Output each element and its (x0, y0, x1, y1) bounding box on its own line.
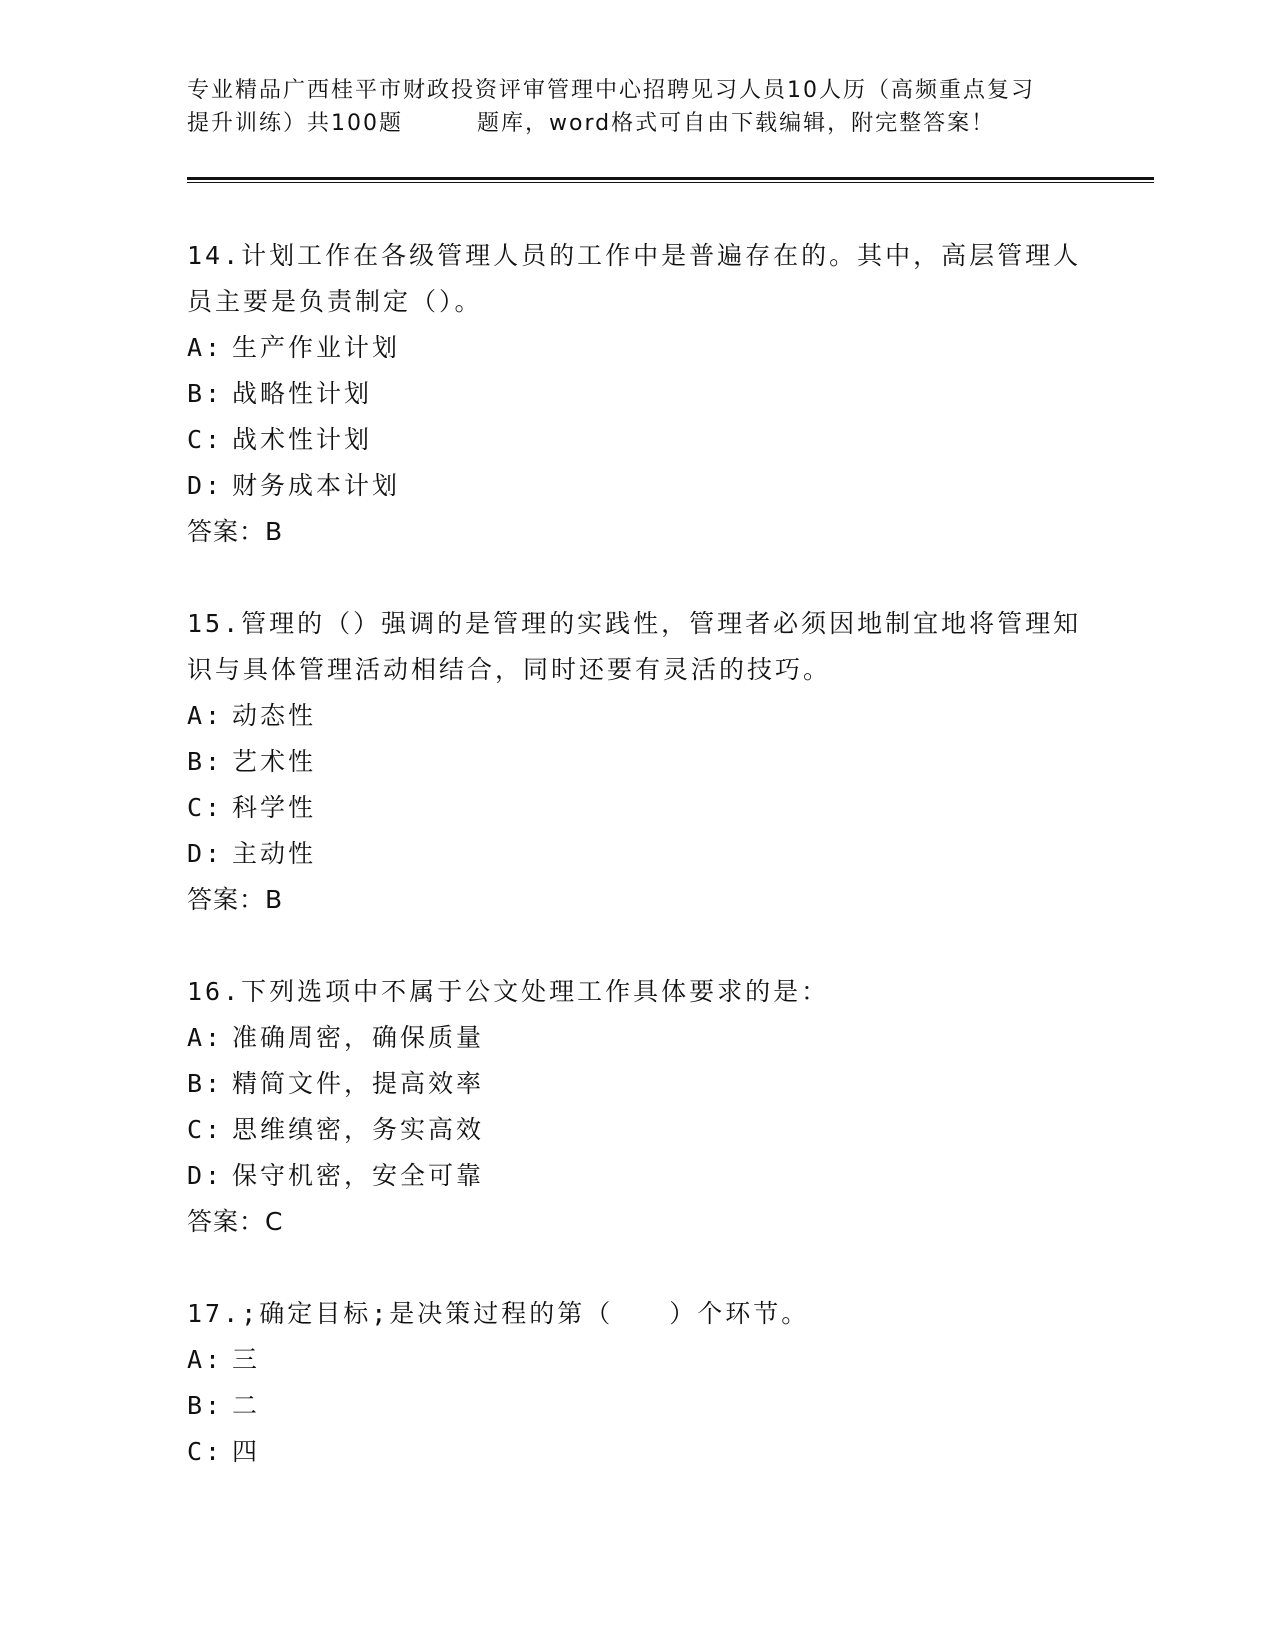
option-b (187, 739, 1087, 785)
option-text: 动态性 (232, 701, 317, 730)
option-c (187, 785, 1087, 831)
option-text: 准确周密，确保质量 (232, 1023, 485, 1052)
option-text: 科学性 (232, 793, 317, 822)
option-key: C: (187, 1115, 224, 1144)
option-key: B: (187, 747, 224, 776)
option-d (187, 1153, 1087, 1199)
header-line-2 (187, 107, 1087, 140)
question-text: 15.管理的（）强调的是管理的实践性，管理者必须因地制宜地将管理知识与具体管理活动相结合，同时还要有灵活的技巧。 (187, 609, 1082, 684)
option-a (187, 325, 1087, 371)
option-key: C: (187, 1437, 224, 1466)
option-text: 精简文件，提高效率 (232, 1069, 485, 1098)
option-key: B: (187, 1391, 224, 1420)
option-key: A: (187, 1345, 224, 1374)
option-key: C: (187, 425, 224, 454)
option-a (187, 693, 1087, 739)
question-text: 14.计划工作在各级管理人员的工作中是普遍存在的。其中，高层管理人员主要是负责制定（）。 (187, 241, 1082, 316)
header-line-1: 专业精品广西桂平市财政投资评审管理中心招聘见习人员10人历（高频重点复习 (187, 78, 1035, 103)
option-key: C: (187, 793, 224, 822)
option-a (187, 1015, 1087, 1061)
option-b (187, 1383, 1087, 1429)
answer-line: 答案：B (187, 885, 284, 914)
option-d (187, 831, 1087, 877)
option-text: 四 (232, 1437, 261, 1466)
option-c (187, 417, 1087, 463)
option-key: A: (187, 701, 224, 730)
option-b (187, 371, 1087, 417)
option-text: 主动性 (232, 839, 317, 868)
option-key: B: (187, 379, 224, 408)
option-key: A: (187, 333, 224, 362)
header-divider-thin (187, 182, 1154, 183)
option-c (187, 1429, 1087, 1475)
option-text: 战术性计划 (232, 425, 373, 454)
option-text: 生产作业计划 (232, 333, 401, 362)
option-key: D: (187, 1161, 224, 1190)
option-key: D: (187, 471, 224, 500)
option-text: 三 (232, 1345, 261, 1374)
header-line-2-end: 题库，word格式可自由下载编辑，附完整答案！ (477, 111, 996, 136)
document-header (187, 74, 1087, 140)
option-key: B: (187, 1069, 224, 1098)
question-list (187, 233, 1087, 1521)
question-14 (187, 233, 1087, 555)
question-16 (187, 969, 1087, 1245)
option-a (187, 1337, 1087, 1383)
option-text: 艺术性 (232, 747, 317, 776)
header-line-2-start: 提升训练）共100题 (187, 111, 403, 136)
option-key: D: (187, 839, 224, 868)
answer-line: 答案：C (187, 1207, 284, 1236)
option-d (187, 463, 1087, 509)
question-text: 16.下列选项中不属于公文处理工作具体要求的是： (187, 977, 830, 1006)
question-15 (187, 601, 1087, 923)
option-text: 财务成本计划 (232, 471, 401, 500)
option-b (187, 1061, 1087, 1107)
option-text: 二 (232, 1391, 261, 1420)
option-text: 保守机密，安全可靠 (232, 1161, 485, 1190)
option-text: 思维缜密，务实高效 (232, 1115, 485, 1144)
option-text: 战略性计划 (232, 379, 373, 408)
answer-line: 答案：B (187, 517, 284, 546)
option-key: A: (187, 1023, 224, 1052)
header-divider-thick (187, 177, 1154, 180)
question-17 (187, 1291, 1087, 1475)
option-c (187, 1107, 1087, 1153)
question-text: 17.;确定目标;是决策过程的第（ ）个环节。 (187, 1299, 810, 1328)
